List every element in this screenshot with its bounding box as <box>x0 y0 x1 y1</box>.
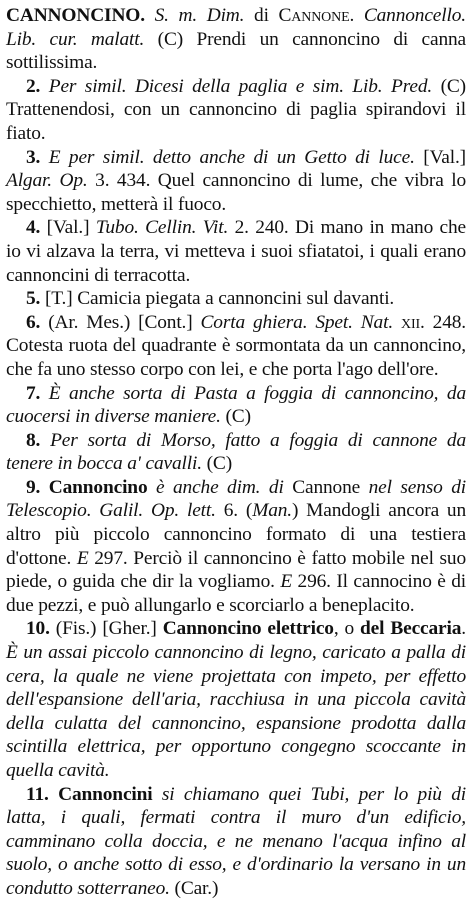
sense-number: 4. <box>26 217 41 239</box>
definition-text: (C) Trattenendosi, con un cannoncino di paglia spirandovi il fiato. <box>6 75 466 144</box>
subheadword: Cannoncino elettrico <box>162 618 334 640</box>
sense-number: 10. <box>26 618 50 640</box>
text <box>148 477 157 498</box>
sense-7 <box>6 382 466 429</box>
definition-italic: Per simil. Dicesi della paglia e sim. Lib. Pred. <box>48 75 433 97</box>
citation: Algar. Op. <box>6 170 88 192</box>
text: , o <box>333 618 361 640</box>
definition-text: (C) Prendi un cannoncino di canna sottilissima. <box>6 28 466 74</box>
text: di <box>244 5 279 26</box>
definition-text: [T.] Camicia piegata a cannoncini sul davanti. <box>40 288 395 310</box>
definition-text: 2. 240. Di mano in mano che io vi alzava la terra, vi metteva i suoi sfiatatoi, i quali erano cannoncini di terracotta. <box>6 217 467 286</box>
text <box>49 784 58 805</box>
sense-5 <box>6 287 466 311</box>
text: Cannone <box>283 476 369 498</box>
text <box>145 5 155 26</box>
text <box>40 147 48 168</box>
subheadword: Cannoncini <box>58 783 153 805</box>
text <box>40 383 49 404</box>
definition-italic: E per simil. detto anche di un Getto di luce. <box>48 146 415 168</box>
definition-italic: nel senso di Telescopio. Galil. Op. lett. <box>6 476 466 522</box>
citation: Tubo. Cellin. Vit. <box>95 217 229 239</box>
source-tag: (C) <box>201 453 233 475</box>
subheadword: Cannoncino <box>48 476 148 498</box>
definition-text: 296. Il cannocino è di due pezzi, e può allungarlo e scorciarlo a beneplacito. <box>6 571 466 616</box>
entry-headword <box>6 4 466 75</box>
subheadword: del Beccaria <box>360 618 462 640</box>
text: . <box>461 618 466 640</box>
sense-number: 9. <box>26 476 41 498</box>
sense-number: 6. <box>26 311 41 333</box>
definition-italic: è anche dim. di <box>156 476 284 498</box>
source-tag: Man. <box>252 500 292 522</box>
definition-italic: È anche sorta di Pasta a foggia di cannoncino, da cuocersi in diverse maniere. <box>6 382 466 428</box>
sense-8 <box>6 429 466 476</box>
definition-italic: si chiamano quei Tubi, per lo più di latta, i quali, fermati contra il muro d'un edificio, camminano colla doccia, e ne menano l'acqua infino al suolo, o anche sotto di esso, e d'ordinario la versano in un condutto sotterraneo. <box>6 783 467 899</box>
text: (Ar. Mes.) [Cont.] <box>40 311 201 333</box>
definition-text: ) Mandogli ancora un altro più piccolo cannoncino formato di una testiera d'ottone. <box>6 500 467 569</box>
text: . <box>349 5 364 26</box>
definition-italic: È un assai piccolo cannoncino di legno, caricato a palla di cera, la quale ne viene projettata con impeto, per effetto dell'espansione dell'aria, racchiusa in una piccola cavità della culatta del cannoncino, espansione prodotta dalla scintilla elettrica, per opportuno congegno scoccante in quella cavità. <box>6 642 466 781</box>
roman-numeral: xii <box>401 311 420 333</box>
sense-3 <box>6 146 466 217</box>
sense-number: 2. <box>26 75 41 97</box>
citation: E <box>76 547 89 569</box>
source-tag: (Car.) <box>169 877 219 899</box>
sense-2 <box>6 75 466 146</box>
text <box>40 477 49 498</box>
sense-4 <box>6 216 466 287</box>
definition-text: 3. 434. Quel cannoncino di lume, che vibra lo specchietto, metterà il fuoco. <box>6 170 467 215</box>
sense-number: 5. <box>26 288 41 310</box>
definition-italic: Per sorta di Morso, fatto a foggia di cannone da tenere in bocca a' cavalli. <box>6 429 466 475</box>
sense-10 <box>6 617 466 782</box>
sense-number: 8. <box>26 429 41 451</box>
grammar-label: S. m. Dim. <box>154 5 245 26</box>
text <box>40 76 49 97</box>
text <box>40 430 50 451</box>
definition-text: . 248. Cotesta ruota del quadrante è sormontata da un cannoncino, che fa uno stesso corpo con lei, e che porta l'ago dell'ore. <box>6 311 466 380</box>
citation: Corta ghiera. Spet. Nat. <box>200 311 394 333</box>
citation: Cannoncello. Lib. cur. malatt. <box>6 5 466 50</box>
sense-number: 3. <box>26 146 41 168</box>
cross-reference: Cannone <box>278 5 350 26</box>
headword: CANNONCINO. <box>6 5 145 26</box>
text <box>153 784 162 805</box>
text: [Val.] <box>40 217 96 239</box>
citation: E <box>280 571 293 593</box>
sense-number: 7. <box>26 382 41 404</box>
sense-number: 11. <box>26 783 49 805</box>
text: 6. ( <box>215 500 253 522</box>
source-tag: (C) <box>220 406 251 428</box>
sense-6 <box>6 311 466 382</box>
sense-9 <box>6 476 466 618</box>
definition-text: 297. Perciò il cannoncino è fatto mobile nel suo piede, o guida che dir la vogliamo. <box>6 547 466 593</box>
text <box>393 312 401 333</box>
text: (Fis.) [Gher.] <box>49 618 163 640</box>
text: [Val.] <box>414 146 466 168</box>
